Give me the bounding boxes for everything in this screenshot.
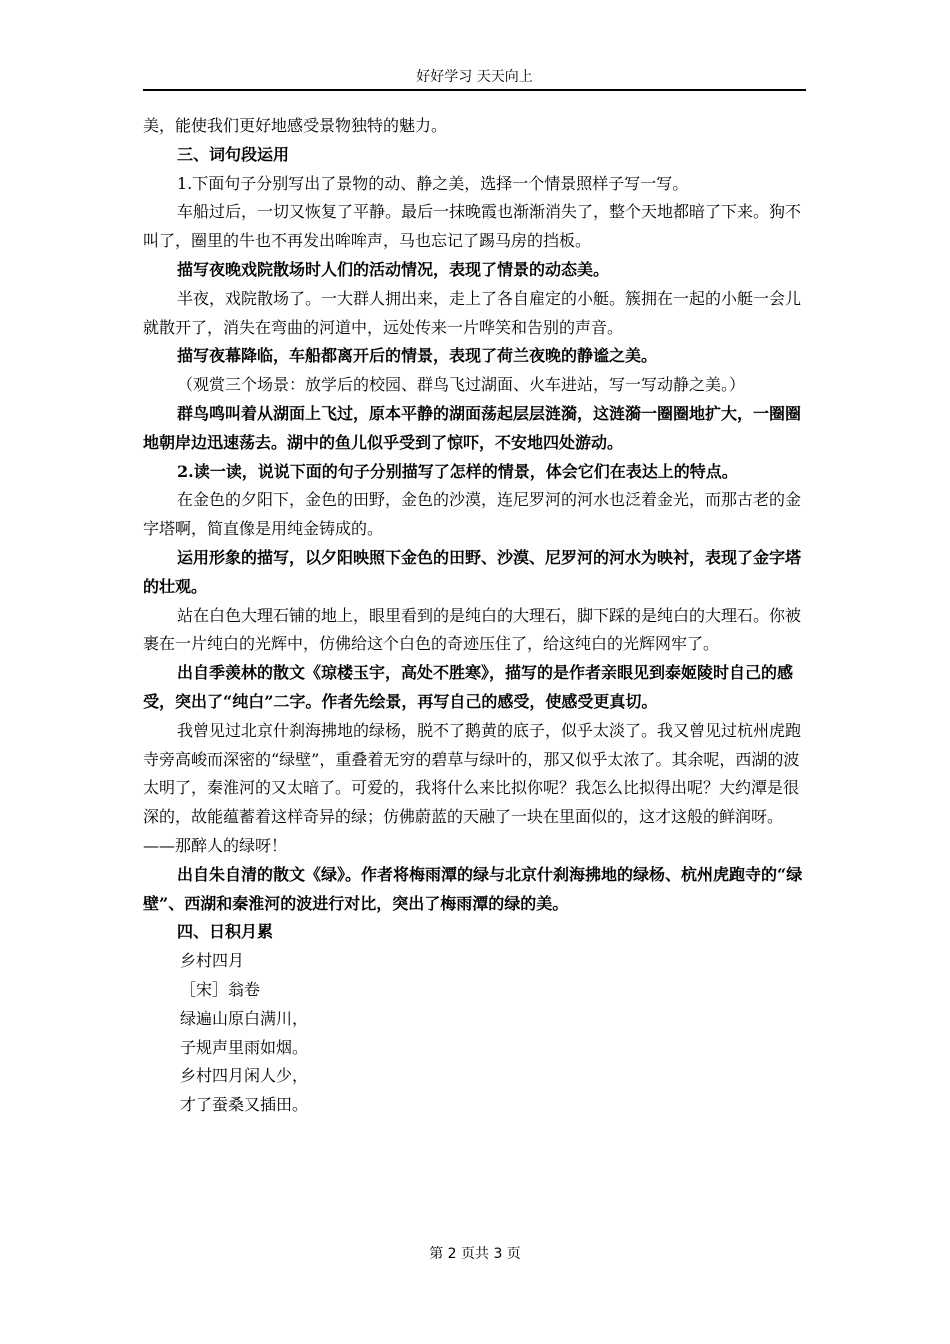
answer-green: 出自朱自清的散文《绿》。作者将梅雨潭的绿与北京什刹海拂地的绿杨、杭州虎跑寺的“绿壁”、西湖和秦淮河的波进行对比，突出了梅雨潭的绿的美。 (143, 864, 803, 913)
paragraph-intro-end: 美，能使我们更好地感受景物独特的魅力。 (143, 116, 448, 135)
question-2: 2.读一读，说说下面的句子分别描写了怎样的情景，体会它们在表达上的特点。 (177, 461, 738, 481)
passage-night: 半夜，戏院散场了。一大群人拥出来，走上了各自雇定的小艇。簇拥在一起的小艇一会儿就散开了，消失在弯曲的河道中，远处传来一片哗笑和告别的声音。 (143, 288, 802, 337)
poem-line: 子规声里雨如烟。 (180, 1037, 309, 1057)
answer-birds: 群鸟鸣叫着从湖面上飞过，原本平静的湖面荡起层层涟漪，这涟漪一圈圈地扩大，一圈圈地朝岸边迅速荡去。湖中的鱼儿似乎受到了惊吓，不安地四处游动。 (143, 403, 802, 452)
poem-line: 才了蚕桑又插田。 (180, 1095, 309, 1115)
answer-dynamic: 描写夜晚戏院散场时人们的活动情况，表现了情景的动态美。 (177, 259, 610, 279)
section-heading-4: 四、日积月累 (177, 922, 274, 942)
page-header: 好好学习 天天向上 (143, 67, 806, 91)
poem-title: 乡村四月 (180, 951, 245, 971)
answer-static: 描写夜幕降临，车船都离开后的情景，表现了荷兰夜晚的静谧之美。 (177, 346, 658, 366)
answer-white: 出自季羡林的散文《琼楼玉宇，高处不胜寒》，描写的是作者亲眼见到泰姬陵时自己的感受，突出了“纯白”二字。作者先绘景，再写自己的感受，使感受更真切。 (143, 663, 794, 711)
page-number: 第 2 页共 3 页 (429, 1246, 521, 1262)
passage-quiet: 车船过后，一切又恢复了平静。最后一抹晚霞也渐渐消失了，整个天地都暗了下来。狗不叫了，圈里的牛也不再发出哞哞声，马也忘记了踢马房的挡板。 (143, 202, 802, 251)
question-1: 1.下面句子分别写出了景物的动、静之美，选择一个情景照样子写一写。 (177, 173, 689, 193)
poem-line: 绿遍山原白满川， (180, 1008, 309, 1028)
passage-white: 站在白色大理石铺的地上，眼里看到的是纯白的大理石，脚下踩的是纯白的大理石。你被裹在一片纯白的光辉中，仿佛给这个白色的奇迹压住了，给这纯白的光辉网牢了。 (143, 605, 802, 654)
passage-gold: 在金色的夕阳下，金色的田野，金色的沙漠，连尼罗河的河水也泛着金光，而那古老的金字塔啊，简直像是用纯金铸成的。 (143, 490, 802, 539)
passage-green: 我曾见过北京什刹海拂地的绿杨，脱不了鹅黄的底子，似乎太淡了。我又曾见过杭州虎跑寺旁高峻而深密的“绿壁”，重叠着无穷的碧草与绿叶的，那又似乎太浓了。其余呢，西湖的波太明了，秦淮河的又太暗了。可爱的，我将什么来比拟你呢？我怎么比拟得出呢？大约潭是很深的，故能蕴蓄着这样奇异的绿；仿佛蔚蓝的天融了一块在里面似的，这才这般的鲜润呀。——那醉人的绿呀！ (143, 720, 802, 855)
document-body (143, 112, 806, 1120)
poem-author: ［宋］翁卷 (180, 979, 261, 999)
answer-gold: 运用形象的描写，以夕阳映照下金色的田野、沙漠、尼罗河的河水为映衬，表现了金字塔的壮观。 (143, 547, 802, 596)
poem-line: 乡村四月闲人少， (180, 1066, 309, 1086)
hint-scenes: （观赏三个场景：放学后的校园、群鸟飞过湖面、火车进站，写一写动静之美。） (177, 375, 746, 395)
section-heading-3: 三、词句段运用 (177, 144, 290, 164)
